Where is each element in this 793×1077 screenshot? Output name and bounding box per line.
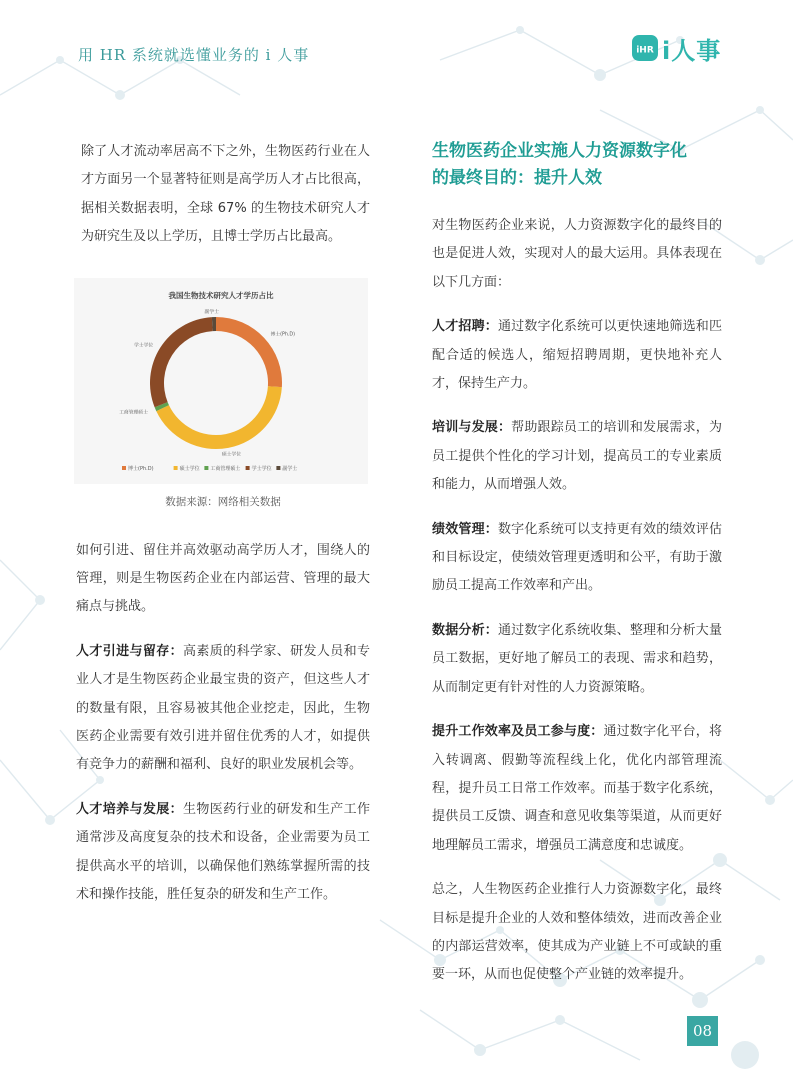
chart-title: 我国生物技术研究人才学历占比 xyxy=(168,290,274,300)
legend-swatch xyxy=(246,466,250,470)
donut-slice xyxy=(150,317,213,407)
right-intro: 对生物医药企业来说，人力资源数字化的最终目的也是促进人效，实现对人的最大运用。具体表现在以下几方面： xyxy=(432,218,722,290)
legend-label: 工商管理硕士 xyxy=(210,465,241,472)
logo-mark-text: iHR xyxy=(636,45,654,56)
right-section-analytics xyxy=(432,617,722,702)
section-text: 生物医药行业的研发和生产工作通常涉及高度复杂的技术和设备，企业需要为员工提供高水平的培训，以确保他们熟练掌握所需的技术和操作技能，胜任复杂的研发和生产工作。 xyxy=(76,801,370,903)
section-term: 绩效管理： xyxy=(432,521,498,537)
brand-logo xyxy=(632,32,721,64)
donut-slice-label: 副学士 xyxy=(204,309,219,315)
section-term: 人才引进与留存： xyxy=(76,643,184,659)
right-column xyxy=(432,138,722,990)
legend-label: 博士(Ph.D) xyxy=(128,465,154,472)
section-text: 通过数字化系统收集、整理和分析大量员工数据，更好地了解员工的表现、需求和趋势，从而制定更有针对性的人力资源策略。 xyxy=(432,622,722,695)
legend-label: 硕士学位 xyxy=(179,465,200,472)
right-conclusion: 总之，人生物医药企业推行人力资源数字化，最终目标是提升企业的人效和整体绩效，进而改善企业的内部运营效率，使其成为产业链上不可或缺的重要一环，从而也促使整个产业链的效率提升。 xyxy=(432,882,722,983)
chart-svg xyxy=(74,278,368,484)
legend-swatch xyxy=(276,466,280,470)
right-section-training xyxy=(432,414,722,499)
legend-swatch xyxy=(204,466,208,470)
legend-swatch xyxy=(174,466,178,470)
chart-caption: 数据来源：网络相关数据 xyxy=(165,495,281,508)
page-number: 08 xyxy=(687,1016,718,1046)
section-term: 数据分析： xyxy=(432,622,498,638)
donut-slice-label: 学士学位 xyxy=(134,343,154,349)
left-para2: 如何引进、留住并高效驱动高学历人才，围绕人的管理，则是生物医药企业在内部运营、管理的最大痛点与挑战。 xyxy=(76,542,370,615)
title-line-1: 生物医药企业实施人力资源数字化 xyxy=(432,141,687,161)
section-text: 帮助跟踪员工的培训和发展需求，为员工提供个性化的学习计划，提高员工的专业素质和能力，从而增强人效。 xyxy=(432,420,722,493)
right-section-title xyxy=(432,138,722,192)
section-term: 人才培养与发展： xyxy=(76,801,184,817)
section-text: 数字化系统可以支持更有效的绩效评估和目标设定，使绩效管理更透明和公平，有助于激励员工提高工作效率和产出。 xyxy=(432,521,722,594)
donut-slice-label: 硕士学位 xyxy=(221,452,242,458)
right-section-recruiting xyxy=(432,313,722,398)
header-title: 用 HR 系统就选懂业务的 i 人事 xyxy=(78,46,310,64)
section-text: 通过数字化平台，将入转调离、假勤等流程线上化，优化内部管理流程，提升员工日常工作效率。而基于数字化系统，提供员工反馈、调查和意见收集等渠道，从而更好地理解员工需求，增强员工满意度和忠诚度。 xyxy=(432,724,722,853)
logo-text: i人事 xyxy=(662,36,722,65)
legend-label: 副学士 xyxy=(282,465,298,472)
donut-slice-label: 博士(Ph.D) xyxy=(270,332,295,338)
right-section-efficiency xyxy=(432,718,722,860)
section-text: 通过数字化系统可以更快速地筛选和匹配合适的候选人，缩短招聘周期，更快地补充人才，保持生产力。 xyxy=(432,319,722,392)
left-section-talent-retention xyxy=(76,638,370,780)
section-term: 培训与发展： xyxy=(432,420,512,436)
section-term: 人才招聘： xyxy=(432,319,498,335)
education-donut-chart xyxy=(74,278,368,484)
left-section-talent-training xyxy=(76,796,370,910)
left-column xyxy=(76,138,370,910)
section-term: 提升工作效率及员工参与度： xyxy=(432,724,604,740)
legend-label: 学士学位 xyxy=(251,465,272,472)
section-text: 高素质的科学家、研发人员和专业人才是生物医药企业最宝贵的资产，但这些人才的数量有限，且容易被其他企业挖走，因此，生物医药企业需要有效引进并留住优秀的人才，如提供有竞争力的薪酬和福利、良好的职业发展机会等。 xyxy=(76,643,370,773)
legend-swatch xyxy=(122,466,126,470)
left-intro: 除了人才流动率居高不下之外，生物医药行业在人才方面另一个显著特征则是高学历人才占比很高，据相关数据表明，全球 67% 的生物技术研究人才为研究生及以上学历，且博士学历占比最高。 xyxy=(81,144,370,245)
ihr-logo-icon xyxy=(632,35,658,61)
title-line-2: 的最终目的：提升人效 xyxy=(432,168,602,188)
right-section-performance xyxy=(432,516,722,601)
donut-slice xyxy=(156,386,282,449)
donut-slice-label: 工商管理硕士 xyxy=(119,410,148,416)
donut-slice xyxy=(216,317,282,387)
